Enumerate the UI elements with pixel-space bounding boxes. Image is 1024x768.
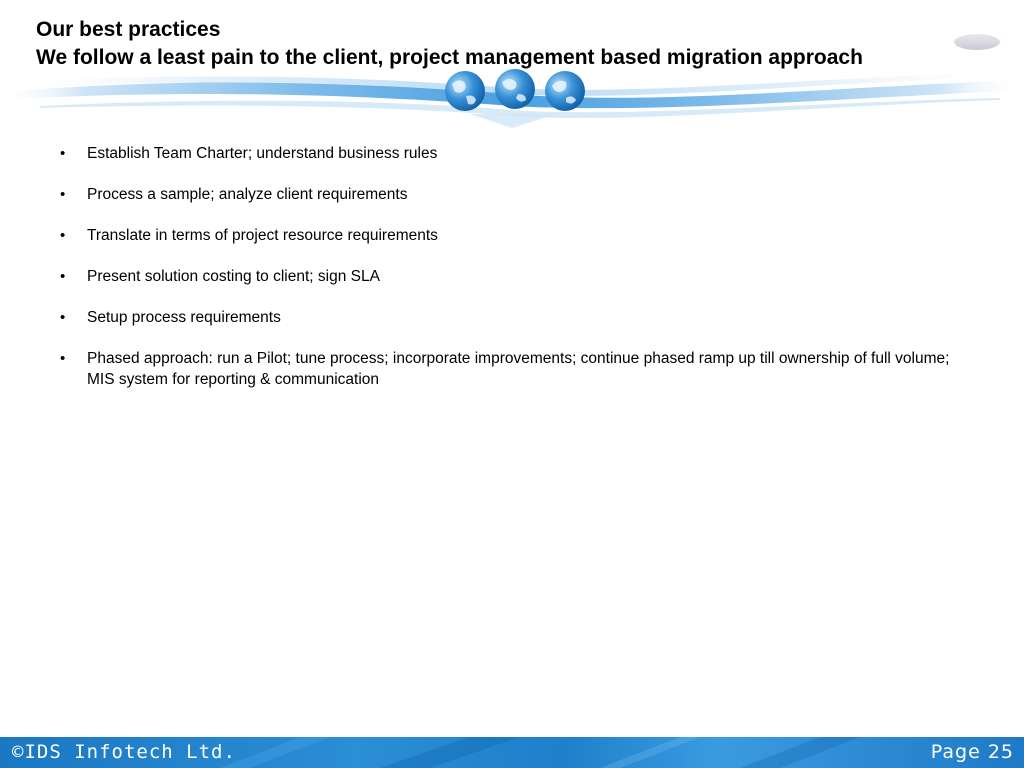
bullet-icon: • [60, 350, 66, 367]
footer-copyright: ©IDS Infotech Ltd. [12, 741, 236, 763]
footer-bar [0, 737, 1024, 768]
list-item [60, 143, 960, 164]
bullet-text: Setup process requirements [87, 309, 281, 326]
slide-title: Our best practices [36, 18, 221, 41]
bullet-icon: • [60, 268, 66, 285]
bullet-text: Process a sample; analyze client requirements [87, 186, 408, 203]
header-swoosh-banner [0, 62, 1024, 132]
bullet-text: Phased approach: run a Pilot; tune process; incorporate improvements; continue phased ramp up till ownership of full volume; MIS system for reporting & communication [87, 350, 950, 388]
list-item [60, 266, 960, 287]
globe-icon [445, 71, 485, 111]
globe-icon [545, 71, 585, 111]
decorative-pill [954, 34, 1000, 50]
list-item [60, 184, 960, 205]
bullet-list [60, 143, 960, 410]
slide-subtitle: We follow a least pain to the client, project management based migration approach [36, 46, 863, 69]
bullet-icon: • [60, 145, 66, 162]
bullet-icon: • [60, 309, 66, 326]
bullet-icon: • [60, 186, 66, 203]
globe-icon [495, 69, 535, 109]
bullet-text: Present solution costing to client; sign SLA [87, 268, 380, 285]
bullet-text: Translate in terms of project resource requirements [87, 227, 438, 244]
list-item [60, 348, 960, 390]
title-block [36, 16, 863, 72]
page-number: Page 25 [930, 741, 1014, 763]
list-item [60, 307, 960, 328]
bullet-icon: • [60, 227, 66, 244]
list-item [60, 225, 960, 246]
bullet-text: Establish Team Charter; understand business rules [87, 145, 438, 162]
